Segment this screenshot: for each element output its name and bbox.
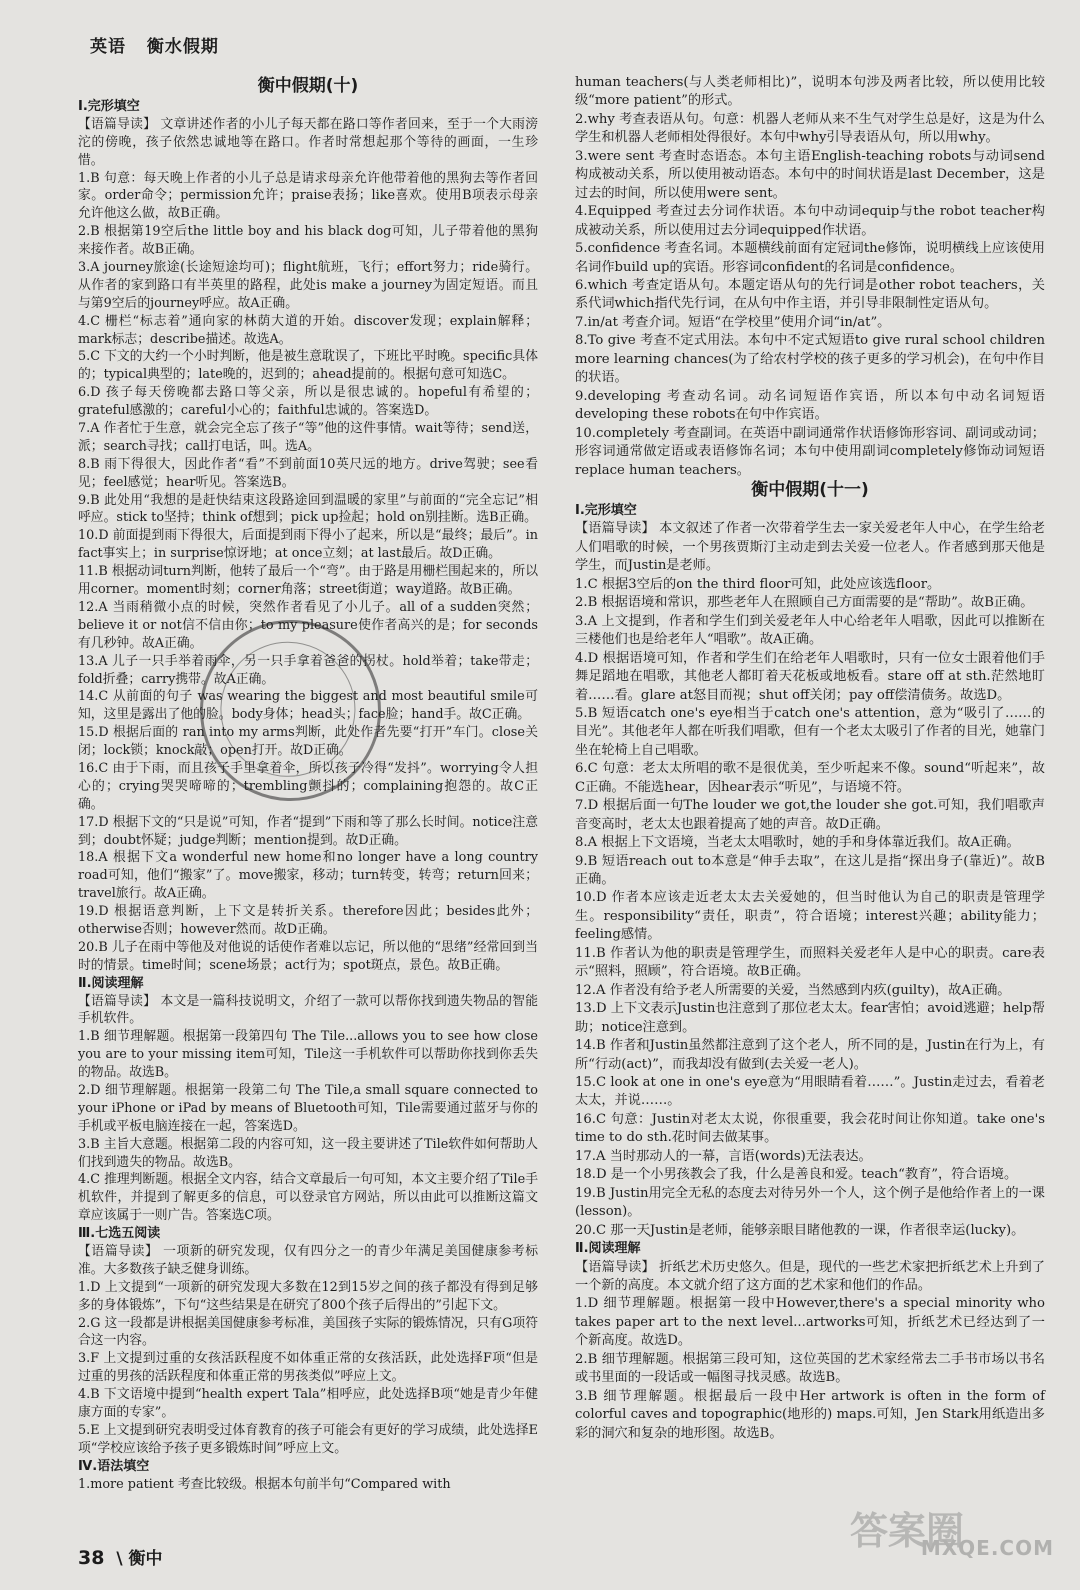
answer-paragraph: 12.A 作者没有给予老人所需要的关爱，当然感到内疚(guilty)，故A正确。 [575, 982, 1011, 998]
answer-paragraph: 8.A 根据上下文语境，当老太太唱歌时，她的手和身体靠近我们。故A正确。 [575, 835, 1020, 851]
answer-paragraph: 19.D 根据语意判断，上下文是转折关系。therefore因此；besides此外；otherwise否则；however然而。故D正确。 [78, 904, 538, 937]
answer-paragraph: 2.B 根据语境和常识，那些老年人在照顾自己方面需要的是“帮助”。故B正确。 [575, 595, 1034, 611]
answer-paragraph: 【语篇导读】 折纸艺术历史悠久。但是，现代的一些艺术家把折纸艺术上升到了一个新的高度。本文就介绍了这方面的艺术家和他们的作品。 [575, 1259, 1045, 1293]
answer-paragraph: 14.C 从前面的句子 was wearing the biggest and most beautiful smile可知，这里是露出了他的脸。body身体；head头；face脸；hand手。故C正确。 [78, 689, 538, 723]
section-heading: Ⅰ.完形填空 [78, 99, 140, 114]
footer-brand: \ 衡中 [116, 1549, 163, 1569]
answer-paragraph: 8.B 雨下得很大，因此作者“看”不到前面10英尺远的地方。drive驾驶；see看见；feel感觉；hear听见。答案选B。 [78, 456, 538, 490]
answer-paragraph: 5.B 短语catch one's eye相当于catch one's attention，意为“吸引了……的目光”。其他老年人都在听我们唱歌，但有一个老太太吸引了作者的目光，她靠门坐在轮椅上自己唱歌。 [575, 705, 1045, 758]
left-column [78, 76, 538, 1493]
section-title: 衡中假期(十) [257, 76, 359, 96]
watermark-logo [850, 1500, 1060, 1560]
section-heading: Ⅰ.完形填空 [575, 502, 637, 518]
page-number: 38 [78, 1547, 105, 1569]
answer-paragraph: 4.B 下文语境中提到“health expert Tala”相呼应，此处选择B项“她是青少年健康方面的专家”。 [78, 1387, 538, 1421]
answer-paragraph: 13.A 儿子一只手举着雨伞，另一只手拿着爸爸的拐杖。hold举着；take带走；fold折叠；carry携带。故A正确。 [78, 653, 538, 687]
answer-paragraph: 1.B 细节理解题。根据第一段第四句 The Tile...allows you to see how close you are to your missing item可知，Tile这一手机软件可以帮助你找到你丢失的物品。故选B。 [78, 1029, 538, 1081]
answer-paragraph: 12.A 当雨稍微小点的时候，突然作者看见了小儿子。all of a sudden突然；believe it or not信不信由你；to my pleasure使作者高兴的是；for seconds有几秒钟。故A正确。 [78, 599, 538, 651]
answer-paragraph: 17.A 当时那动人的一幕，言语(words)无法表达。 [575, 1148, 872, 1164]
answer-paragraph: 2.why 考查表语从句。句意：机器人老师从来不生气对学生总是好，这是为什么学生和机器人老师相处得很好。本句中why引导表语从句，所以用why。 [575, 111, 1045, 146]
answer-paragraph: 【语篇导读】 本文叙述了作者一次带着学生去一家关爱老年人中心，在学生给老人们唱歌的时候，一个男孩贾斯汀主动走到去关爱一位老人。作者感到那天他是学生，而Justin是老师。 [575, 521, 1045, 574]
answer-paragraph: 9.B 此处用“我想的是赶快结束这段路途回到温暖的家里”与前面的“完全忘记”相呼应。stick to坚持；think of想到；pick up捡起；hold on别挂断。选B正确。 [78, 492, 538, 526]
answer-paragraph: 15.D 根据后面的 ran into my arms判断，此处作者先要“打开”车门。close关闭；lock锁；knock敲；open打开。故D正确。 [78, 725, 538, 759]
answer-paragraph: 4.D 根据语境可知，作者和学生们在给老年人唱歌时，只有一位女士跟着他们手舞足蹈地在唱歌，其他老人都盯着天花板或地板看。stare off at sth.茫然地盯着……看。glare at怒目而视；shut off关闭；pay off偿清债务。故选D。 [575, 650, 1045, 703]
answer-paragraph: 2.G 这一段都是讲根据美国健康参考标准，美国孩子实际的锻炼情况，只有G项符合这一内容。 [78, 1315, 538, 1349]
section-heading: Ⅲ.七选五阅读 [78, 1226, 161, 1242]
answer-paragraph: 【语篇导读】 本文是一篇科技说明文，介绍了一款可以帮你找到遗失物品的智能手机软件。 [78, 993, 538, 1027]
answer-paragraph: 13.D 上下文表示Justin也注意到了那位老太太。fear害怕；avoid逃避；help帮助；notice注意到。 [575, 1001, 1045, 1035]
answer-paragraph: 7.D 根据后面一句The louder we got,the louder she got.可知，我们唱歌声音变高时，老太太也跟着提高了她的声音。故D正确。 [575, 798, 1045, 832]
answer-paragraph: 7.in/at 考查介词。短语“在学校里”使用介词“in/at”。 [575, 314, 891, 330]
answer-paragraph: 4.C 栅栏“标志着”通向家的林荫大道的开始。discover发现；explain解释；mark标志；describe描述。故选A。 [78, 313, 538, 347]
answer-paragraph: 1.more patient 考查比较级。根据本句前半句“Compared with [78, 1476, 451, 1492]
answer-paragraph: 6.which 考查定语从句。本题定语从句的先行词是other robot teachers，关系代词which指代先行词，在从句中作主语，并引导非限制性定语从句。 [575, 277, 1045, 312]
answer-paragraph: 15.C look at one in one's eye意为“用眼睛看着……”。Justin走过去，看着老太太，并说……。 [575, 1075, 1045, 1109]
answer-paragraph: 【语篇导读】 文章讲述作者的小儿子每天都在路口等作者回来，至于一个大雨滂沱的傍晚，孩子依然忠诚地等在路口。作者时常想起那个等待的画面，一生珍惜。 [78, 116, 538, 168]
answer-paragraph: 9.developing 考查动名词。动名词短语作宾语，所以本句中动名词短语developing these robots在句中作宾语。 [575, 388, 1045, 423]
answer-paragraph: 3.were sent 考查时态语态。本句主语English-teaching robots与动词send构成被动关系，所以使用被动语态。本句中的时间状语是last December，这是过去的时间，所以使用were sent。 [575, 148, 1045, 201]
answer-paragraph: 5.E 上文提到研究表明受过体育教育的孩子可能会有更好的学习成绩，此处选择E项“学校应该给予孩子更多锻炼时间”呼应上文。 [78, 1422, 538, 1456]
answer-paragraph: 10.D 作者本应该走近老太太去关爱她的，但当时他认为自己的职责是管理学生。responsibility“责任，职责”，符合语境；interest兴趣；ability能力；feeling感情。 [575, 890, 1045, 943]
subject-label: 英语 [90, 37, 126, 57]
answer-paragraph: 1.D 上文提到“一项新的研究发现大多数在12到15岁之间的孩子都没有得到足够多的身体锻炼”，下句“这些结果是在研究了800个孩子后得出的”引起下文。 [78, 1279, 538, 1313]
section-heading: Ⅱ.阅读理解 [575, 1241, 641, 1257]
answer-paragraph: 1.D 细节理解题。根据第一段中However,there's a special minority who takes paper art to the next level...artworks可知，折纸艺术已经达到了一个新高度。故选D。 [575, 1296, 1045, 1349]
answer-paragraph: 18.D 是一个小男孩教会了我，什么是善良和爱。teach“教育”，符合语境。 [575, 1167, 1018, 1183]
page-footer [78, 1544, 163, 1569]
answer-paragraph: 16.C 句意：Justin对老太太说，你很重要，我会花时间让你知道。take one's time to do sth.花时间去做某事。 [575, 1111, 1045, 1146]
answer-paragraph: 20.B 儿子在雨中等他及对他说的话使作者难以忘记，所以他的“思绪”经常回到当时的情景。time时间；scene场景；act行为；spot斑点，景色。故B正确。 [78, 939, 538, 973]
answer-paragraph: 10.D 前面提到雨下得很大，后面提到雨下得小了起来，所以是“最终；最后”。in fact事实上；in surprise惊讶地；at once立刻；at last最后。故D正确。 [78, 528, 538, 562]
answer-paragraph: 16.C 由于下雨，而且孩子手里拿着伞，所以孩子冷得“发抖”。worrying令人担心的；crying哭哭啼啼的；trembling颤抖的；complaining抱怨的。故C正确。 [78, 760, 538, 812]
answer-paragraph: 11.B 根据动词turn判断，他转了最后一个“弯”。由于路是用栅栏围起来的，所以用corner。moment时刻；corner角落；street街道；way道路。故B正确。 [78, 564, 538, 598]
section-title: 衡中假期(十一) [751, 479, 869, 500]
answer-paragraph: 5.confidence 考查名词。本题横线前面有定冠词the修饰，说明横线上应该使用名词作build up的宾语。形容词confident的名词是confidence。 [575, 241, 1045, 275]
answer-paragraph: 3.F 上文提到过重的女孩活跃程度不如体重正常的女孩活跃，此处选择F项“但是过重的男孩的活跃程度和体重正常的男孩类似”呼应上文。 [78, 1351, 538, 1385]
answer-paragraph: human teachers(与人类老师相比)”，说明本句涉及两者比较，所以使用比较级“more patient”的形式。 [575, 75, 1045, 109]
answer-paragraph: 18.A 根据下文a wonderful new home和no longer have a long country road可知，他们“搬家”了。move搬家，移动；turn转变，转弯；return回来；travel旅行。故A正确。 [78, 850, 538, 902]
right-column [575, 74, 1045, 1443]
section-heading: Ⅱ.阅读理解 [78, 975, 144, 991]
answer-paragraph: 4.C 推理判断题。根据全文内容，结合文章最后一句可知，本文主要介绍了Tile手机软件，并提到了解更多的信息，可以登录官方网站，所以由此可以推断这篇文章应该属于一则广告。答案选C项。 [78, 1172, 538, 1224]
answer-paragraph: 2.B 根据第19空后the little boy and his black dog可知，儿子带着他的黑狗来接作者。故B正确。 [78, 224, 538, 258]
watermark-url: MXQE.COM [920, 1536, 1054, 1560]
answer-paragraph: 【语篇导读】 一项新的研究发现，仅有四分之一的青少年满足美国健康参考标准。大多数孩子缺乏健身训练。 [78, 1244, 538, 1277]
answer-paragraph: 3.A journey旅途(长途短途均可)；flight航班，飞行；effort努力；ride骑行。从作者的家到路口有半英里的路程，此处is make a journey为固定短语。而且与第9空后的journey呼应。故A正确。 [78, 260, 538, 311]
page-header [90, 32, 233, 57]
answer-paragraph: 4.Equipped 考查过去分词作状语。本句中动词equip与the robot teacher构成被动关系，所以使用过去分词equipped作状语。 [575, 204, 1045, 238]
answer-paragraph: 3.B 主旨大意题。根据第二段的内容可知，这一段主要讲述了Tile软件如何帮助人们找到遗失的物品。故选B。 [78, 1136, 538, 1170]
answer-paragraph: 6.C 句意：老太太所唱的歌不是很优美，至少听起来不像。sound“听起来”，故C正确。不能选hear，因hear表示“听见”，与语境不符。 [575, 761, 1045, 795]
answer-paragraph: 1.C 根据3空后的on the third floor可知，此处应该选floor。 [575, 576, 941, 592]
answer-paragraph: 2.D 细节理解题。根据第一段第二句 The Tile,a small square connected to your iPhone or iPad by means of Bluetooth可知，Tile需要通过蓝牙与你的手机或平板电脑连接在一起，答案选D。 [78, 1082, 538, 1134]
answer-paragraph: 1.B 句意：每天晚上作者的小儿子总是请求母亲允许他带着他的黑狗去等作者回家。order命令；permission允许；praise表扬；like喜欢。使用B项表示母亲允许他这么做，故B正确。 [78, 170, 538, 222]
series-label: 衡水假期 [146, 37, 219, 57]
answer-paragraph: 11.B 作者认为他的职责是管理学生，而照料关爱老年人是中心的职责。care表示“照料，照顾”，符合语境。故B正确。 [575, 945, 1045, 980]
answer-paragraph: 3.A 上文提到，作者和学生们到关爱老年人中心给老年人唱歌，因此可以推断在三楼他们也是给老年人“唱歌”。故A正确。 [575, 613, 1045, 648]
answer-paragraph: 10.completely 考查副词。在英语中副词通常作状语修饰形容词、副词或动词；形容词通常做定语或表语修饰名词；本句中使用副词completely修饰动词短语replace human teachers。 [575, 425, 1045, 478]
answer-paragraph: 2.B 细节理解题。根据第三段可知，这位英国的艺术家经常去二手书市场以书名或书里面的一段话或一幅图寻找灵感。故选B。 [575, 1351, 1045, 1386]
answer-paragraph: 19.B Justin用完全无私的态度去对待另外一个人，这个例子是他给作者上的一课(lesson)。 [575, 1185, 1045, 1220]
answer-paragraph: 14.B 作者和Justin虽然都注意到了这个老人，所不同的是，Justin在行为上，有所“行动(act)”，而我却没有做到(去关爱一老人)。 [575, 1038, 1045, 1072]
answer-paragraph: 8.To give 考查不定式用法。本句中不定式短语to give rural school children more learning chances(为了给农村学校的孩子更多的学习机会)，在句中作目的状语。 [575, 333, 1045, 386]
answer-paragraph: 17.D 根据下文的“只是说”可知，作者“提到”下雨和等了那么长时间。notice注意到；doubt怀疑；judge判断；mention提到。故D正确。 [78, 814, 538, 848]
answer-paragraph: 3.B 细节理解题。根据最后一段中Her artwork is often in the form of colorful caves and topographic(地形的) maps.可知，Jen Stark用纸造出多彩的洞穴和复杂的地形图。故选B。 [575, 1388, 1045, 1441]
answer-paragraph: 9.B 短语reach out to本意是“伸手去取”，在这儿是指“探出身子(靠近)”。故B正确。 [575, 853, 1045, 888]
answer-paragraph: 5.C 下文的大约一个小时判断，他是被生意耽误了，下班比平时晚。specific具体的；typical典型的；late晚的，迟到的；ahead提前的。根据句意可知选C。 [78, 349, 538, 383]
answer-paragraph: 6.D 孩子每天傍晚都去路口等父亲，所以是很忠诚的。hopeful有希望的；grateful感激的；careful小心的；faithful忠诚的。答案选D。 [78, 385, 538, 419]
watermark-brand: 答案圈 [850, 1509, 965, 1553]
answer-paragraph: 7.A 作者忙于生意，就会完全忘了孩子“等”他的这件事情。wait等待；send送，派；search寻找；call打电话，叫。选A。 [78, 421, 538, 454]
answer-paragraph: 20.C 那一天Justin是老师，能够亲眼目睹他教的一课，作者很幸运(lucky)。 [575, 1222, 1025, 1238]
section-heading: Ⅳ.语法填空 [78, 1458, 150, 1474]
